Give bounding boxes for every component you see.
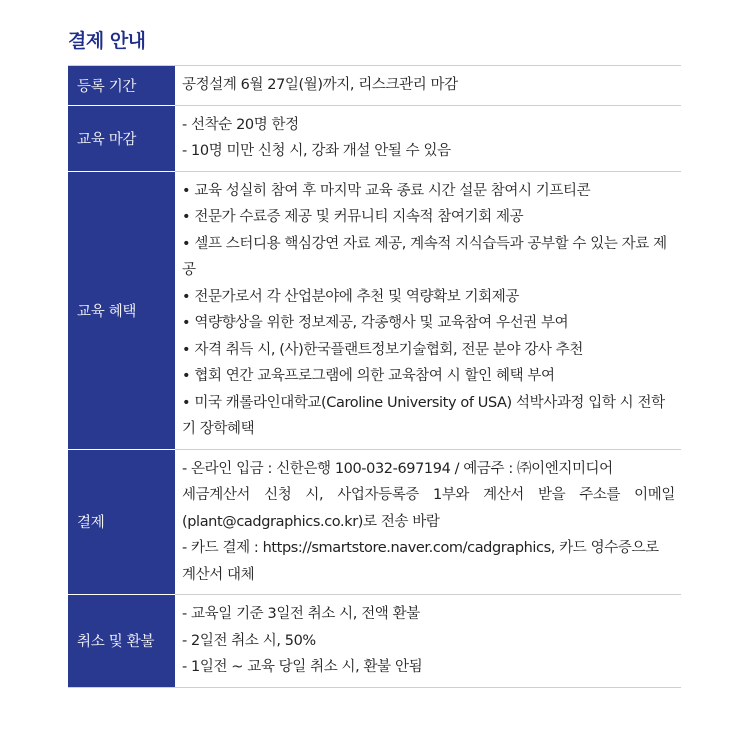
row-value-cancel-refund — [175, 595, 681, 688]
row-label-registration-period: 등록 기간 — [68, 66, 175, 106]
row-course-benefits — [68, 171, 681, 449]
benefit-item: • 협회 연간 교육프로그램에 의한 교육참여 시 할인 혜택 부여 — [182, 368, 555, 384]
row-label-course-deadline: 교육 마감 — [68, 105, 175, 171]
payment-info-table — [68, 65, 681, 688]
refund-line: - 2일전 취소 시, 50% — [182, 632, 316, 649]
refund-line: - 교육일 기준 3일전 취소 시, 전액 환불 — [182, 606, 420, 622]
row-label-payment: 결제 — [68, 449, 175, 595]
benefit-item: • 역량향상을 위한 정보제공, 각종행사 및 교육참여 우선권 부여 — [182, 315, 569, 331]
row-value-course-benefits — [175, 171, 681, 449]
row-value-registration-period — [175, 66, 681, 106]
payment-invoice-email: (plant@cadgraphics.co.kr)로 전송 바람 — [182, 513, 440, 530]
row-label-cancel-refund: 취소 및 환불 — [68, 595, 175, 688]
row-registration-period — [68, 66, 681, 106]
row-value-payment — [175, 449, 681, 595]
row-course-deadline — [68, 105, 681, 171]
payment-invoice-request: 세금계산서 신청 시, 사업자등록증 1부와 계산서 받을 주소를 이메일 — [182, 487, 675, 503]
deadline-line: - 선착순 20명 한정 — [182, 116, 299, 133]
benefit-item: • 자격 취득 시, (사)한국플랜트정보기술협회, 전문 분야 강사 추천 — [182, 341, 583, 358]
benefit-item: • 전문가로서 각 산업분야에 추천 및 역량확보 기회제공 — [182, 288, 519, 305]
payment-card: - 카드 결제 : https://smartstore.naver.com/cadgraphics, 카드 영수증으로 계산서 대체 — [182, 540, 659, 583]
benefit-item: • 전문가 수료증 제공 및 커뮤니티 지속적 참여기회 제공 — [182, 209, 524, 225]
page-title: 결제 안내 — [68, 30, 146, 52]
benefit-item: • 미국 캐롤라인대학교(Caroline University of USA) 석박사과정 입학 시 전학기 장학혜택 — [182, 394, 665, 437]
row-payment — [68, 449, 681, 595]
registration-period-text: 공정설계 6월 27일(월)까지, 리스크관리 마감 — [182, 77, 458, 93]
row-value-course-deadline — [175, 105, 681, 171]
benefit-item: • 교육 성실히 참여 후 마지막 교육 종료 시간 설문 참여시 기프티콘 — [182, 182, 591, 199]
row-cancel-refund — [68, 595, 681, 688]
deadline-line: - 10명 미만 신청 시, 강좌 개설 안될 수 있음 — [182, 143, 451, 159]
payment-online-transfer: - 온라인 입금 : 신한은행 100-032-697194 / 예금주 : ㈜이엔지미디어 — [182, 460, 613, 477]
benefit-item: • 셀프 스터디용 핵심강연 자료 제공, 계속적 지식습득과 공부할 수 있는 자료 제공 — [182, 235, 667, 278]
refund-line: - 1일전 ~ 교육 당일 취소 시, 환불 안됨 — [182, 659, 423, 675]
row-label-course-benefits: 교육 혜택 — [68, 171, 175, 449]
